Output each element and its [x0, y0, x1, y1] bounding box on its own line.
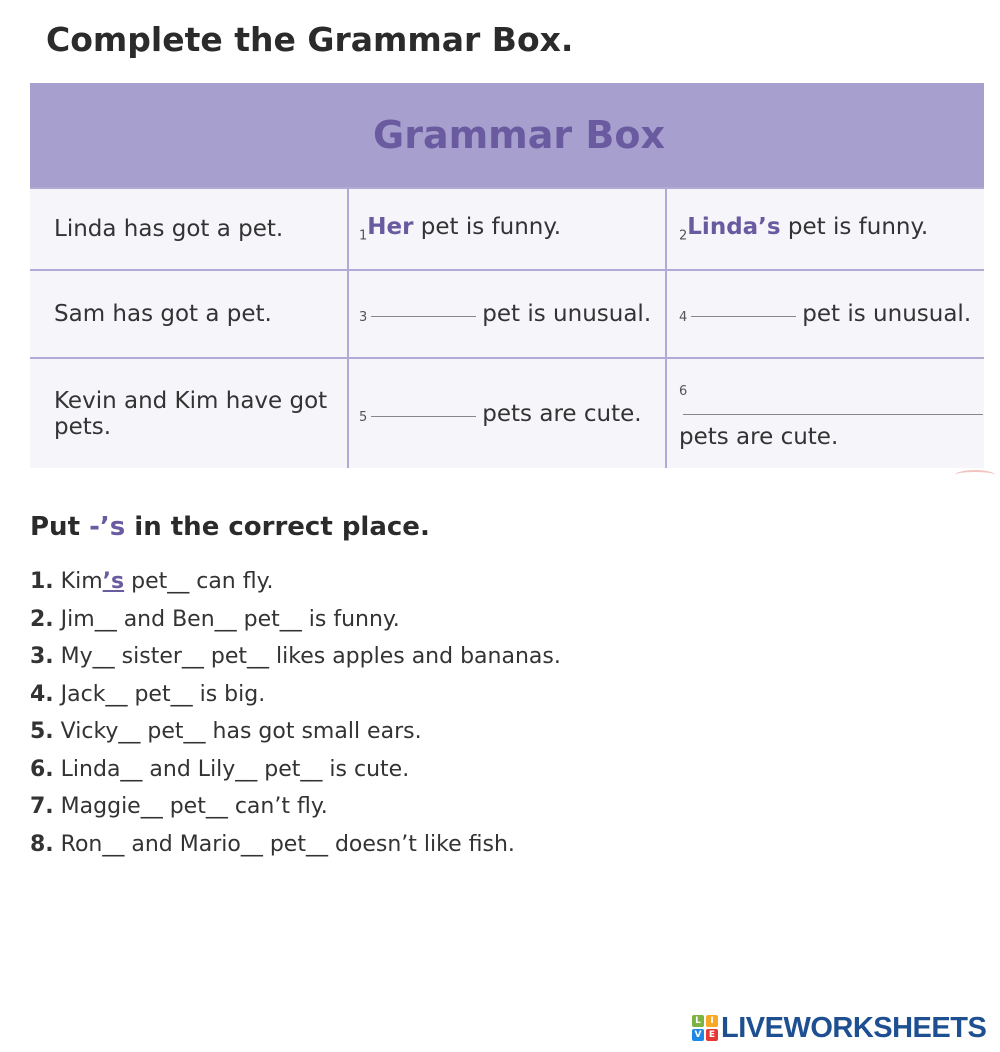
table-cell-possessive-s: [666, 358, 984, 468]
liveworksheets-logo: [692, 1010, 986, 1046]
answer-blank-5[interactable]: [371, 416, 476, 417]
answer-blank-4[interactable]: [691, 316, 796, 317]
item-number: 2.: [30, 606, 54, 632]
list-item: [30, 638, 561, 676]
grammar-box-heading: Grammar Box: [30, 83, 984, 188]
logo-wordmark: LIVEWORKSHEETS: [721, 1011, 987, 1044]
item-text[interactable]: Jim__ and Ben__ pet__ is funny.: [60, 606, 400, 632]
item-number: 6.: [30, 756, 54, 782]
table-cell-possessive-s: [666, 188, 984, 270]
list-item: [30, 826, 561, 864]
list-item: [30, 713, 561, 751]
item-number: 4: [679, 310, 688, 326]
item-text: Kim: [60, 569, 103, 594]
item-text: pet__ can fly.: [124, 569, 274, 594]
cell-text: pets are cute.: [679, 423, 839, 450]
logo-mark-icon: L I V E: [692, 1015, 718, 1041]
list-item: [30, 788, 561, 826]
item-number: 7.: [30, 794, 54, 819]
list-item: [30, 563, 561, 601]
item-text[interactable]: Linda__ and Lily__ pet__ is cute.: [60, 756, 410, 782]
item-text[interactable]: My__ sister__ pet__ likes apples and bananas.: [60, 644, 561, 669]
answer-blank-6[interactable]: [683, 414, 983, 415]
table-row: [30, 358, 984, 468]
item-number: 4.: [30, 681, 54, 707]
table-cell-sentence: Linda has got a pet.: [30, 188, 348, 270]
cell-text: pet is unusual.: [482, 301, 652, 328]
table-cell-possessive-s: [666, 270, 984, 358]
item-number: 3.: [30, 644, 54, 669]
table-cell-possessive-adjective: [348, 188, 666, 270]
item-number: 1: [359, 228, 368, 244]
list-item: [30, 676, 561, 714]
example-word: Her: [367, 213, 414, 240]
decorative-arc: [955, 470, 995, 480]
item-number: 2: [679, 228, 688, 244]
item-text[interactable]: Maggie__ pet__ can’t fly.: [60, 794, 328, 819]
answer-blank-3[interactable]: [371, 316, 476, 317]
grammar-box-table: [30, 83, 984, 468]
heading-accent: -’s: [89, 512, 126, 542]
table-cell-sentence: Kevin and Kim have got pets.: [30, 358, 348, 468]
item-number: 8.: [30, 831, 54, 857]
table-row: [30, 188, 984, 270]
cell-text: pet is unusual.: [802, 301, 972, 328]
item-number: 5.: [30, 719, 54, 744]
list-item: [30, 751, 561, 789]
example-answer: ’s: [102, 569, 125, 594]
item-text[interactable]: Ron__ and Mario__ pet__ doesn’t like fish.: [60, 831, 515, 857]
heading-suffix: in the correct place.: [134, 512, 430, 542]
item-number: 6: [679, 383, 688, 399]
item-text[interactable]: Jack__ pet__ is big.: [60, 681, 266, 707]
table-cell-possessive-adjective: [348, 270, 666, 358]
item-text[interactable]: Vicky__ pet__ has got small ears.: [60, 719, 422, 744]
exercise-list: [30, 563, 561, 863]
table-cell-sentence: Sam has got a pet.: [30, 270, 348, 358]
cell-text: pets are cute.: [482, 400, 642, 427]
section-heading: [30, 512, 430, 542]
example-word: Linda’s: [687, 213, 781, 240]
cell-text: pet is funny.: [420, 213, 562, 240]
table-cell-possessive-adjective: [348, 358, 666, 468]
heading-prefix: Put: [30, 512, 80, 542]
list-item: [30, 601, 561, 639]
item-number: 5: [359, 409, 368, 425]
item-number: 3: [359, 310, 368, 326]
cell-text: pet is funny.: [787, 213, 929, 240]
table-row: [30, 270, 984, 358]
item-number: 1.: [30, 569, 54, 594]
page-title: Complete the Grammar Box.: [46, 20, 574, 59]
